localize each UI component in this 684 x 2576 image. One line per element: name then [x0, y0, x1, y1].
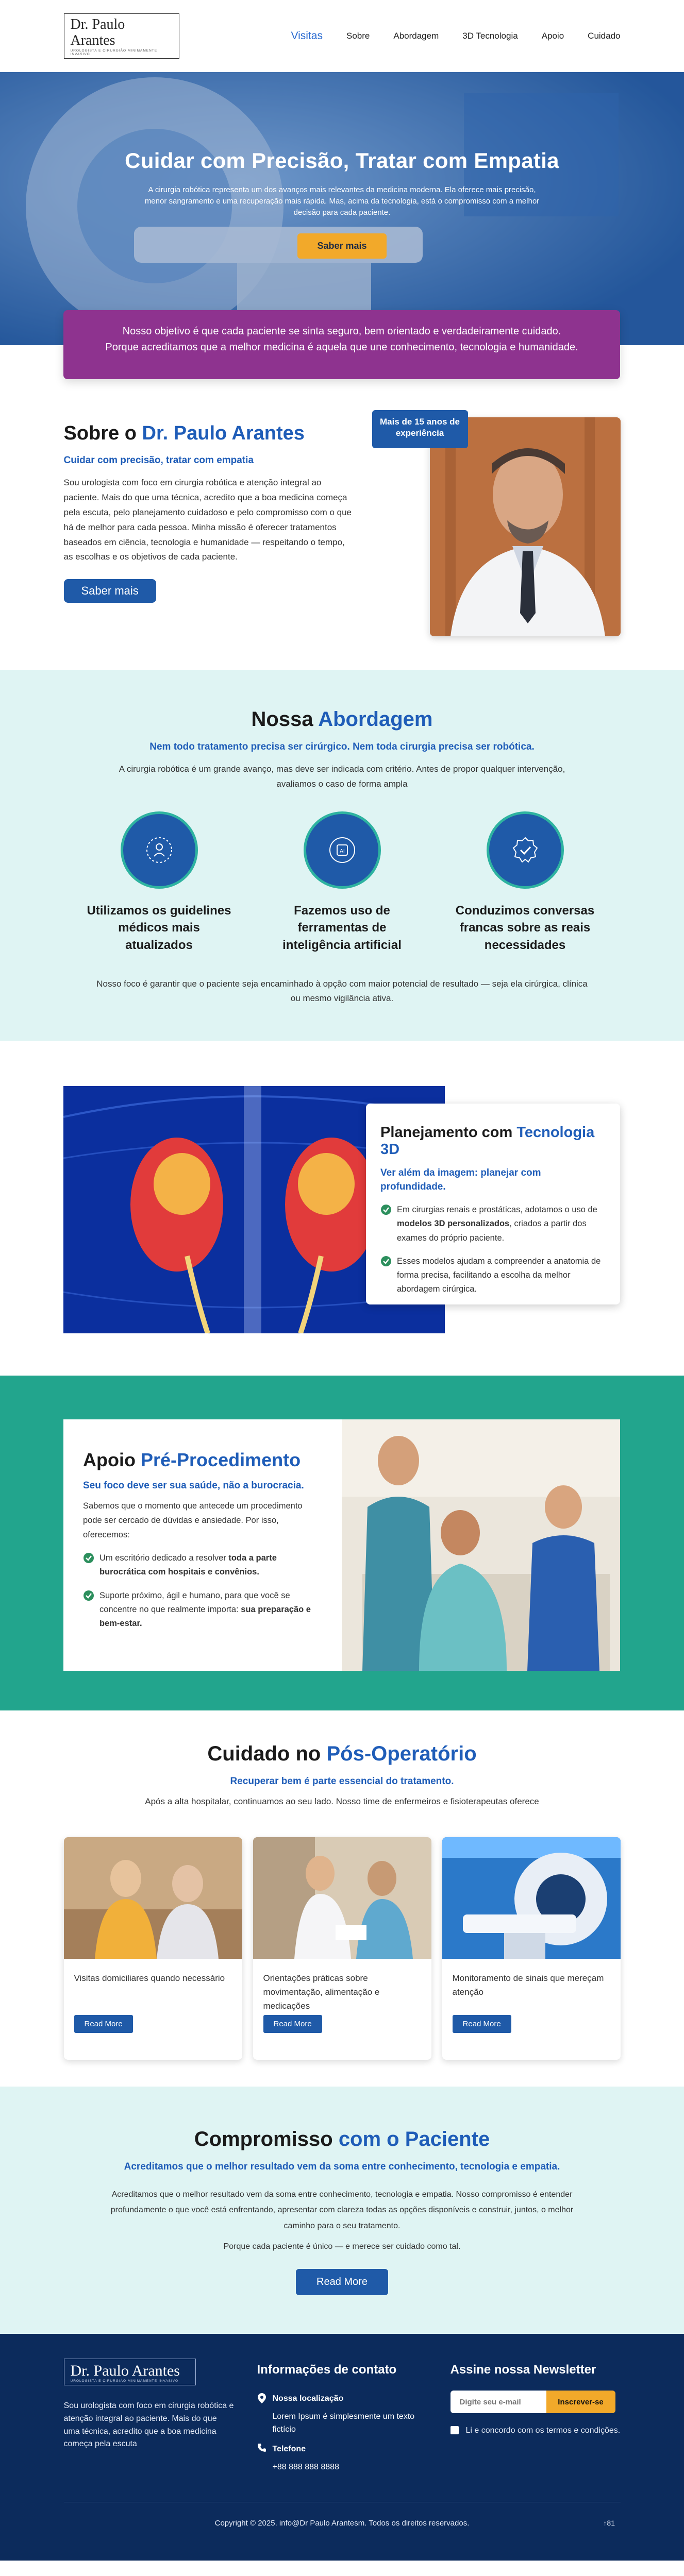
approach-text: A cirurgia robótica é um grande avanço, mas deve ser indicada com critério. Antes de propor qualquer intervenção, avaliamos o caso de forma ampla: [119, 764, 565, 789]
guidelines-icon: [121, 811, 198, 889]
check-item-text-before: Suporte próximo, ágil e humano, para que você se concentre no que realmente importa:: [99, 1590, 290, 1614]
hero-text: A cirurgia robótica representa um dos avanços mais relevantes da medicina moderna. Ela oferece mais precisão, menor sangramento e uma recuperação mais rápida. Mas, acima da tecnologia, está o compromisso com a melhor decisão para cada paciente.: [144, 185, 540, 217]
nav-item-apoio[interactable]: Apoio: [541, 31, 564, 41]
post-op-card: [442, 1837, 621, 2060]
approach-title-prefix: Nossa: [251, 708, 313, 731]
approach-subtitle: Nem todo tratamento precisa ser cirúrgico. Nem toda cirurgia precisa ser robótica.: [149, 741, 535, 752]
hero-content: [0, 72, 684, 259]
approach-section: [0, 670, 684, 1041]
check-item-text-bold: sua preparação e bem-estar.: [99, 1604, 311, 1629]
about-text: Sou urologista com foco em cirurgia robótica e atenção integral ao paciente. Mais do que uma técnica, acredito que a boa medicina começa pela escuta, pelo planejamento cuidadoso e pelo compromisso com o que há de melhor para cada pessoa. Minha missão é oferecer tratamentos baseados em ciência, tecnologia e humanidade — respeitando o tempo, as escolhas e os objetivos de cada paciente.: [63, 478, 352, 562]
pre-procedure-subtitle: Seu foco deve ser sua saúde, não a burocracia.: [83, 1480, 304, 1491]
read-more-button[interactable]: Read More: [74, 2015, 133, 2033]
footer-phone-info: [273, 2443, 339, 2474]
footer-location-label: Nossa localização: [272, 2394, 344, 2403]
approach-features: [85, 811, 600, 954]
footer-about: [64, 2359, 234, 2474]
about-title-prefix: Sobre o: [63, 422, 137, 444]
3d-planning-card: [366, 1104, 620, 1304]
check-item-text: [397, 1203, 606, 1245]
footer-newsletter: [451, 2359, 621, 2474]
check-list-item: [380, 1255, 606, 1297]
about-title-accent: Dr. Paulo Arantes: [142, 422, 305, 444]
nav-item-abordagem[interactable]: Abordagem: [393, 31, 439, 41]
about-section: [0, 412, 684, 670]
post-op-title: [0, 1742, 684, 1766]
read-more-button[interactable]: Read More: [263, 2015, 322, 2033]
3d-planning-title: [380, 1124, 606, 1158]
scroll-to-top-button[interactable]: ↑81: [603, 2518, 615, 2527]
svg-text:AI: AI: [339, 848, 345, 854]
post-op-card-text: Visitas domiciliares quando necessário: [74, 1973, 225, 1983]
footer-contact-title: Informações de contato: [257, 2363, 397, 2377]
footer-phone: [257, 2443, 427, 2474]
check-circle-icon: [380, 1204, 392, 1215]
monitoring-scanner-image: [442, 1837, 621, 1959]
post-op-title-prefix: Cuidado no: [207, 1742, 321, 1765]
location-pin-icon: [257, 2393, 266, 2404]
hero-section: [0, 72, 684, 345]
check-list-item: [380, 1203, 606, 1245]
approach-footer-text: Nosso foco é garantir que o paciente seja encaminhado à opção com maior potencial de resultado — seja ela cirúrgica, clínica ou mesmo vigilância ativa.: [96, 978, 588, 1004]
site-header: [0, 0, 684, 72]
footer-logo-subtitle: UROLOGISTA E CIRURGIÃO MINIMAMENTE INVASIVO: [70, 2379, 179, 2383]
mission-banner: Nosso objetivo é que cada paciente se sinta seguro, bem orientado e verdadeiramente cuidado. Porque acreditamos que a melhor medicina é aquela que une conhecimento, tecnologia e humanidade.: [63, 310, 620, 379]
footer-contact: [257, 2359, 427, 2474]
check-item-text: [99, 1589, 322, 1631]
feature-label: Utilizamos os guidelines médicos mais atualizados: [87, 903, 231, 952]
pre-procedure-title-accent: Pré-Procedimento: [141, 1449, 301, 1470]
about-content: [64, 412, 353, 644]
check-item-text: [99, 1551, 322, 1579]
commitment-title: [0, 2128, 684, 2151]
3d-planning-section: [0, 1041, 684, 1376]
hero-title: Cuidar com Precisão, Tratar com Empatia: [125, 148, 559, 173]
phone-icon: [257, 2443, 266, 2452]
3d-planning-title-prefix: Planejamento com: [380, 1124, 513, 1141]
home-visit-image: [64, 1837, 242, 1959]
medication-guidance-image: [253, 1837, 431, 1959]
nav-item-visitas[interactable]: Visitas: [291, 30, 323, 42]
verified-badge-icon: [487, 811, 564, 889]
consent-checkbox[interactable]: [451, 2426, 459, 2434]
post-op-card: [253, 1837, 431, 2060]
check-circle-icon: [83, 1552, 94, 1564]
commitment-subtitle: Acreditamos que o melhor resultado vem da soma entre conhecimento, tecnologia e empatia.: [124, 2161, 560, 2172]
approach-title: [0, 708, 684, 731]
check-list-item: [83, 1589, 322, 1631]
commitment-section: [0, 2087, 684, 2334]
footer-phone-label: Telefone: [272, 2445, 306, 2454]
check-circle-icon: [380, 1256, 392, 1267]
nav-item-cuidado[interactable]: Cuidado: [588, 31, 621, 41]
3d-planning-subtitle: Ver além da imagem: planejar com profundidade.: [380, 1167, 541, 1192]
post-op-card: [64, 1837, 242, 2060]
read-more-button[interactable]: Read More: [453, 2015, 511, 2033]
check-item-text: Esses modelos ajudam a compreender a anatomia de forma precisa, facilitando a escolha da melhor abordagem cirúrgica.: [397, 1256, 601, 1294]
main-nav: [291, 30, 621, 42]
doctor-portrait-image: [430, 417, 621, 636]
pre-procedure-section: [0, 1376, 684, 1710]
newsletter-consent: [451, 2425, 621, 2437]
commitment-title-prefix: Compromisso: [194, 2128, 333, 2150]
ai-chip-icon: [304, 811, 381, 889]
footer-copyright: [0, 2519, 684, 2528]
logo-subtitle: UROLOGISTA E CIRURGIÃO MINIMAMENTE INVASIVO: [70, 48, 158, 56]
check-item-text-before: Um escritório dedicado a resolver: [99, 1553, 229, 1563]
3d-planning-title-accent: Tecnologia 3D: [380, 1124, 595, 1158]
pre-procedure-box: [63, 1419, 620, 1671]
about-title: [64, 422, 353, 445]
logo-name: Dr. Paulo Arantes: [70, 16, 125, 48]
pre-procedure-title: [83, 1449, 322, 1471]
feature-label: Conduzimos conversas francas sobre as reais necessidades: [455, 903, 595, 952]
feature-guidelines: [85, 811, 234, 954]
feature-label: Fazemos uso de ferramentas de inteligência artificial: [282, 903, 402, 952]
post-op-subtitle: Recuperar bem é parte essencial do tratamento.: [230, 1776, 454, 1787]
hero-saber-mais-button[interactable]: Saber mais: [297, 233, 386, 259]
copyright-text: Copyright © 2025. info@Dr Paulo Arantesm. Todos os direitos reservados.: [214, 2518, 470, 2528]
pre-procedure-content: [63, 1419, 342, 1671]
post-op-title-accent: Pós-Operatório: [326, 1742, 477, 1765]
post-op-section: [0, 1710, 684, 2087]
check-circle-icon: [83, 1590, 94, 1601]
footer-about-text: Sou urologista com foco em cirurgia robótica e atenção integral ao paciente. Mais do que uma técnica, acredito que a boa medicina começa pela escuta: [63, 2401, 234, 2449]
check-item-text-bold: modelos 3D personalizados: [397, 1219, 510, 1229]
approach-title-accent: Abordagem: [318, 708, 433, 731]
site-footer: [0, 2334, 684, 2561]
post-op-card-text: Monitoramento de sinais que mereçam atenção: [452, 1973, 604, 1997]
nurse-patient-image: [342, 1419, 620, 1671]
newsletter-form: [451, 2391, 621, 2413]
check-item-text-after: , criados a partir dos exames do próprio paciente.: [397, 1219, 587, 1243]
about-photo-area: [363, 412, 621, 644]
footer-location: [257, 2393, 427, 2436]
commitment-read-more-button[interactable]: Read More: [296, 2269, 388, 2295]
post-op-cards: [64, 1837, 621, 2060]
newsletter-title: Assine nossa Newsletter: [450, 2363, 596, 2377]
mission-band: [0, 326, 684, 412]
nav-item-3d-tecnologia[interactable]: 3D Tecnologia: [462, 31, 518, 41]
experience-badge: Mais de 15 anos de experiência: [372, 410, 468, 448]
check-item-text-bold: toda a parte burocrática com hospitais e convênios.: [99, 1553, 277, 1577]
newsletter-subscribe-button[interactable]: Inscrever-se: [546, 2391, 615, 2413]
feature-ai: [268, 811, 417, 954]
commitment-closing: Porque cada paciente é único — e merece ser cuidado como tal.: [223, 2242, 461, 2251]
footer-logo[interactable]: [64, 2359, 196, 2385]
pre-procedure-title-prefix: Apoio: [83, 1449, 136, 1470]
footer-logo-name: Dr. Paulo Arantes: [70, 2362, 180, 2379]
doctor-portrait: [430, 417, 621, 636]
footer-location-info: [273, 2393, 427, 2436]
feature-conversations: [451, 811, 600, 954]
footer-location-text: Lorem Ipsum é simplesmente um texto fictício: [272, 2412, 415, 2434]
check-item-text-before: Em cirurgias renais e prostáticas, adotamos o uso de: [397, 1205, 597, 1215]
post-op-card-text: Orientações práticas sobre movimentação, alimentação e medicações: [263, 1973, 380, 2011]
logo[interactable]: [64, 13, 179, 59]
check-list-item: [83, 1551, 322, 1579]
newsletter-email-input[interactable]: [451, 2391, 546, 2413]
post-op-text: Após a alta hospitalar, continuamos ao seu lado. Nosso time de enfermeiros e fisioterapeutas oferece: [145, 1797, 539, 1806]
about-subtitle: Cuidar com precisão, tratar com empatia: [63, 455, 254, 466]
footer-phone-number[interactable]: +88 888 888 8888: [272, 2463, 339, 2472]
commitment-text: Acreditamos que o melhor resultado vem da soma entre conhecimento, tecnologia e empatia. Nosso compromisso é entender profundamente o que você está enfrentando, apresentar com clareza todas as opções disponíveis e construir, juntos, o melhor caminho para o seu tratamento.: [110, 2190, 574, 2230]
pre-procedure-text: Sabemos que o momento que antecede um procedimento pode ser cercado de dúvidas e ansiedade. Por isso, oferecemos:: [83, 1501, 303, 1540]
about-saber-mais-button[interactable]: Saber mais: [64, 579, 156, 603]
consent-label: Li e concordo com os termos e condições.: [465, 2426, 621, 2435]
nav-item-sobre[interactable]: Sobre: [346, 31, 370, 41]
commitment-title-accent: com o Paciente: [338, 2128, 490, 2150]
